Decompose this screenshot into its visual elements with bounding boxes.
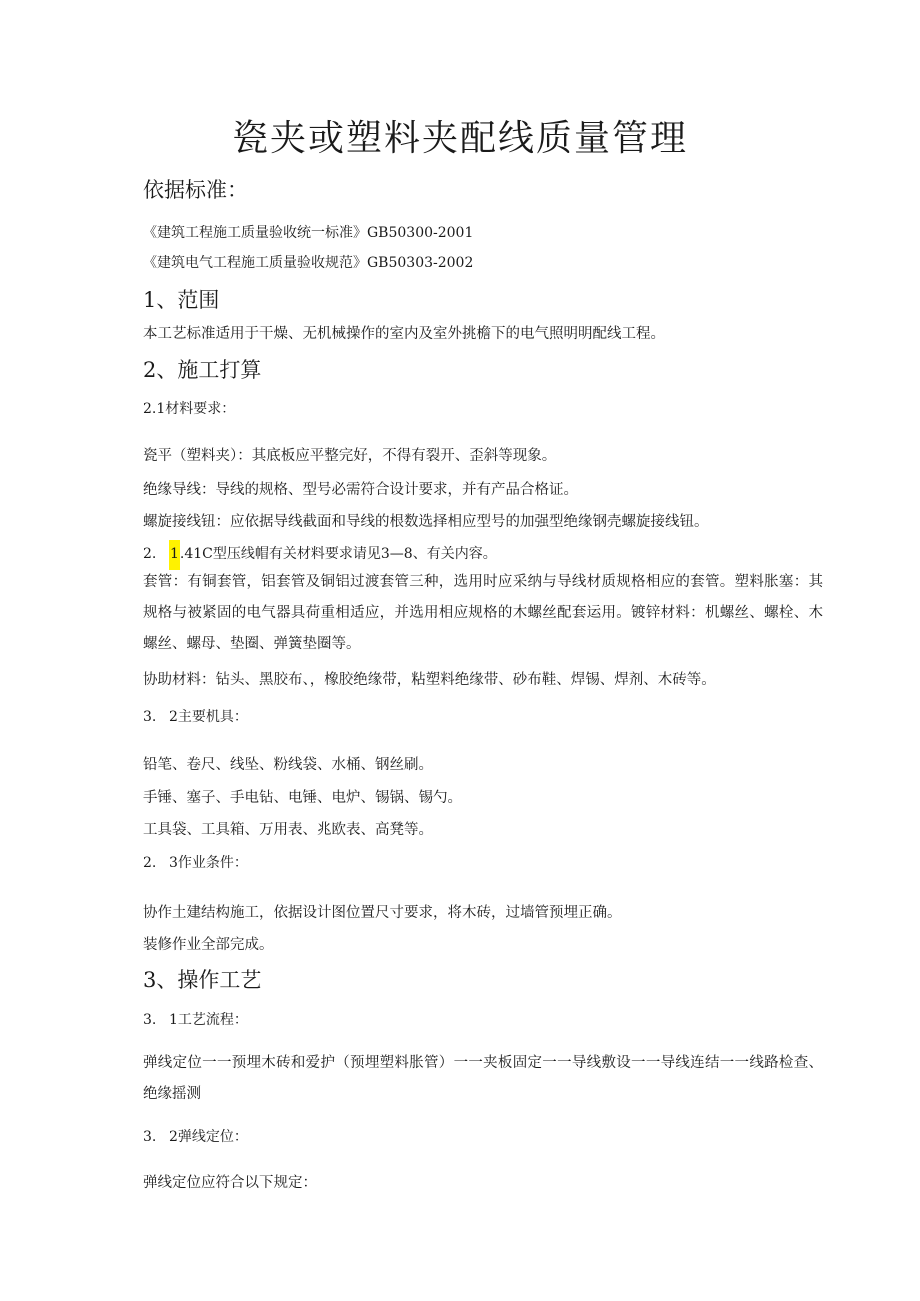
auxiliary-materials-text: 协助材料：钻头、黑胶布、，橡胶绝缘带，粘塑料绝缘带、砂布鞋、焊锡、焊剂、木砖等。 bbox=[143, 672, 716, 688]
scope-text: 本工艺标准适用于干燥、无机械操作的室内及室外挑檐下的电气照明明配线工程。 bbox=[143, 326, 665, 342]
process-flow-text: 弹线定位一一预埋木砖和爱护（预埋塑料胀管）一一夹板固定一一导线敷设一一导线连结一一线路检查、绝缘摇测 bbox=[143, 1055, 823, 1102]
subsection-process-flow bbox=[143, 1009, 248, 1029]
material-item: 螺旋接线钮：应依据导线截面和导线的根数选择相应型号的加强型绝缘钢壳螺旋接线钮。 bbox=[143, 514, 709, 530]
subsection-material-requirements: 2.1材料要求： bbox=[143, 401, 236, 417]
subsection-line-positioning bbox=[143, 1126, 248, 1146]
sleeve-paragraph: 套管：有铜套管，铝套管及铜铝过渡套管三种，选用时应采纳与导线材质规格相应的套管。塑料胀塞：其规格与被紧固的电气器具荷重相适应，并选用相应规格的木螺丝配套运用。镀锌材料：机螺丝、螺栓、木螺丝、螺母、垫圈、弹簧垫圈等。 bbox=[143, 574, 823, 652]
item-text: 3作业条件： bbox=[169, 855, 248, 871]
material-item: 瓷平（塑料夹）：其底板应平整完好，不得有裂开、歪斜等现象。 bbox=[143, 448, 557, 464]
item-number: 3. bbox=[143, 1129, 157, 1145]
positioning-rule-text: 弹线定位应符合以下规定： bbox=[143, 1175, 317, 1191]
basis-heading: 依据标准： bbox=[143, 178, 248, 202]
crimp-cap-item bbox=[143, 543, 497, 563]
tool-item: 工具袋、工具箱、万用表、兆欧表、高凳等。 bbox=[143, 822, 433, 838]
standard-item: 《建筑电气工程施工质量验收规范》GB50303-2002 bbox=[143, 255, 474, 271]
item-number: 2. bbox=[143, 855, 157, 871]
tool-item: 铅笔、卷尺、线坠、粉线袋、水桶、钢丝刷。 bbox=[143, 757, 433, 773]
section-heading-preparation: 2、施工打算 bbox=[143, 358, 262, 382]
section-heading-operation: 3、操作工艺 bbox=[143, 968, 262, 992]
tool-item: 手锤、塞子、手电钻、电锤、电炉、锡锅、锡勺。 bbox=[143, 790, 462, 806]
subsection-main-tools bbox=[143, 706, 248, 726]
highlighted-text: 1 bbox=[169, 540, 180, 570]
item-text: 1工艺流程： bbox=[169, 1012, 248, 1028]
item-number: 3. bbox=[143, 709, 157, 725]
page-title: 瓷夹或塑料夹配线质量管理 bbox=[231, 118, 688, 159]
item-text: 2主要机具： bbox=[169, 709, 248, 725]
subsection-work-conditions bbox=[143, 852, 248, 872]
condition-item: 装修作业全部完成。 bbox=[143, 937, 274, 953]
item-number: 3. bbox=[143, 1012, 157, 1028]
material-item: 绝缘导线：导线的规格、型号必需符合设计要求，并有产品合格证。 bbox=[143, 482, 578, 498]
item-text: 2弹线定位： bbox=[169, 1129, 248, 1145]
standard-item: 《建筑工程施工质量验收统一标准》GB50300-2001 bbox=[143, 225, 474, 241]
item-number: 2. bbox=[143, 546, 157, 562]
section-heading-scope: 1、范围 bbox=[143, 288, 220, 312]
item-text: .41C型压线帽有关材料要求请见3—8、有关内容。 bbox=[179, 546, 497, 562]
condition-item: 协作土建结构施工，依据设计图位置尺寸要求，将木砖，过墙管预埋正确。 bbox=[143, 905, 622, 921]
